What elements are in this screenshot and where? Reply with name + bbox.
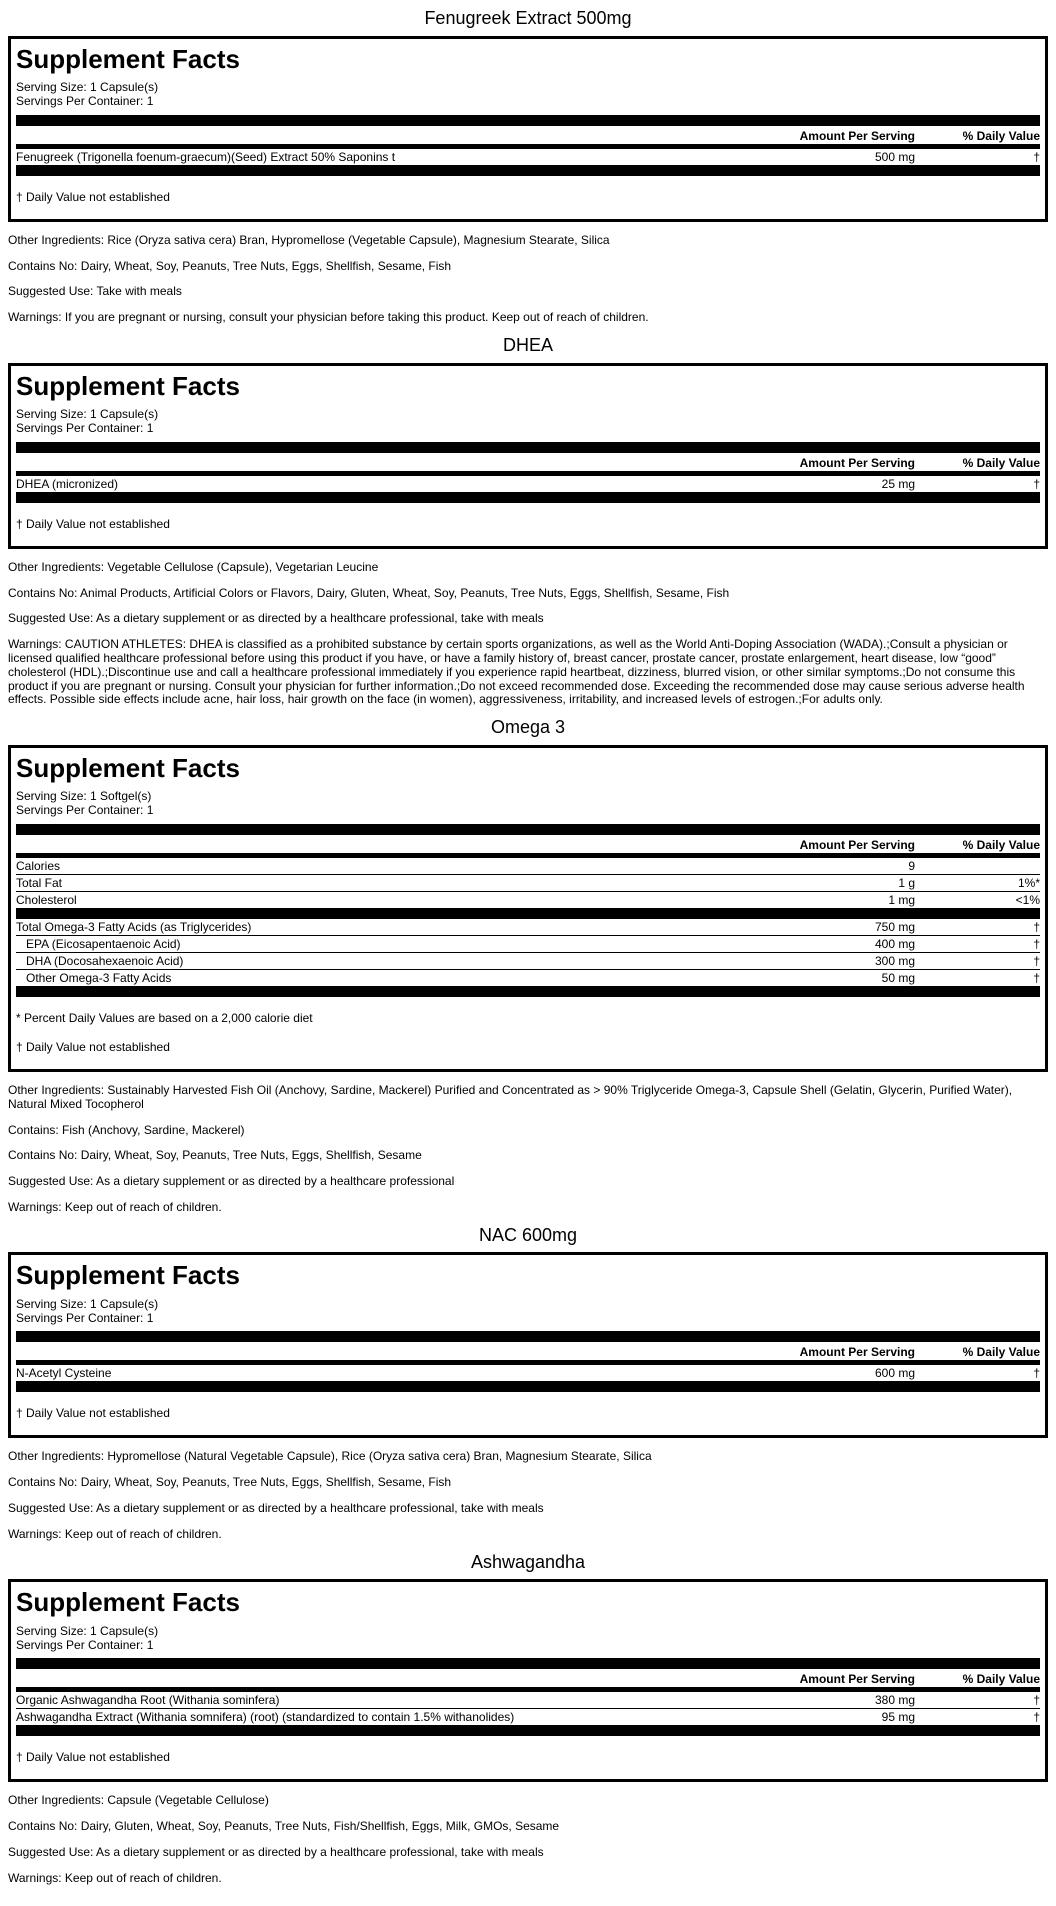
nutrient-amount: 1 mg bbox=[888, 892, 915, 907]
thick-divider bbox=[16, 824, 1040, 835]
nutrient-name: EPA (Eicosapentaenoic Acid) bbox=[26, 936, 181, 951]
facts-heading: Supplement Facts bbox=[16, 43, 240, 74]
facts-footnote: † Daily Value not established bbox=[16, 1406, 170, 1421]
product-info bbox=[8, 1794, 1048, 1885]
serving-size: Serving Size: 1 Capsule(s) bbox=[16, 407, 159, 422]
column-header-row bbox=[16, 1342, 1040, 1360]
info-line: Warnings: Keep out of reach of children. bbox=[8, 1526, 222, 1541]
facts-footnote: † Daily Value not established bbox=[16, 189, 170, 204]
thick-divider bbox=[16, 115, 1040, 126]
servings-per-container: Servings Per Container: 1 bbox=[16, 1637, 154, 1652]
column-header-daily-value: % Daily Value bbox=[962, 455, 1040, 470]
nutrient-row bbox=[16, 953, 1040, 970]
nutrient-daily-value: † bbox=[1033, 476, 1040, 491]
facts-heading: Supplement Facts bbox=[16, 1587, 240, 1618]
column-header-daily-value: % Daily Value bbox=[962, 837, 1040, 852]
group-divider bbox=[16, 165, 1040, 176]
column-header-amount: Amount Per Serving bbox=[799, 455, 915, 470]
nutrient-daily-value: † bbox=[1033, 970, 1040, 985]
nutrient-amount: 1 g bbox=[898, 875, 915, 890]
nutrient-name: Calories bbox=[16, 858, 61, 873]
column-header-row bbox=[16, 835, 1040, 853]
nutrient-daily-value: 1%* bbox=[1017, 875, 1040, 890]
product-title: NAC 600mg bbox=[478, 1224, 578, 1245]
column-header-row bbox=[16, 126, 1040, 144]
nutrient-amount: 400 mg bbox=[874, 936, 915, 951]
product-title: DHEA bbox=[502, 334, 553, 355]
product-title: Ashwagandha bbox=[470, 1551, 586, 1572]
nutrient-amount: 300 mg bbox=[874, 953, 915, 968]
nutrient-name: N-Acetyl Cysteine bbox=[16, 1366, 112, 1381]
info-line: Other Ingredients: Capsule (Vegetable Cellulose) bbox=[8, 1793, 269, 1808]
nutrient-amount: 750 mg bbox=[874, 919, 915, 934]
servings-per-container: Servings Per Container: 1 bbox=[16, 93, 154, 108]
nutrient-row bbox=[16, 875, 1040, 892]
product-title: Omega 3 bbox=[490, 717, 566, 738]
column-header-amount: Amount Per Serving bbox=[799, 1672, 915, 1687]
nutrient-daily-value: † bbox=[1033, 936, 1040, 951]
column-header-row bbox=[16, 1669, 1040, 1687]
facts-heading: Supplement Facts bbox=[16, 752, 240, 783]
product-section bbox=[8, 8, 1048, 325]
supplement-facts-panel bbox=[8, 36, 1048, 222]
nutrient-daily-value: † bbox=[1033, 953, 1040, 968]
info-line: Warnings: If you are pregnant or nursing, consult your physician before taking this product. Keep out of reach of children. bbox=[8, 310, 649, 325]
nutrient-daily-value: † bbox=[1033, 1710, 1040, 1725]
nutrient-daily-value: † bbox=[1033, 1366, 1040, 1381]
info-line: Warnings: Keep out of reach of children. bbox=[8, 1199, 222, 1214]
column-header-amount: Amount Per Serving bbox=[799, 1345, 915, 1360]
group-divider bbox=[16, 492, 1040, 503]
thick-divider bbox=[16, 1658, 1040, 1669]
supplement-facts-panel bbox=[8, 1579, 1048, 1782]
serving-size: Serving Size: 1 Softgel(s) bbox=[16, 789, 152, 804]
nutrient-daily-value: † bbox=[1033, 1693, 1040, 1708]
nutrient-amount: 9 bbox=[908, 858, 915, 873]
supplement-facts-panel bbox=[8, 363, 1048, 549]
info-line: Suggested Use: As a dietary supplement or as directed by a healthcare professional, take with meals bbox=[8, 1845, 544, 1860]
info-line: Contains No: Dairy, Wheat, Soy, Peanuts, Tree Nuts, Eggs, Shellfish, Sesame bbox=[8, 1148, 422, 1163]
nutrient-amount: 380 mg bbox=[874, 1693, 915, 1708]
servings-per-container: Servings Per Container: 1 bbox=[16, 420, 154, 435]
info-line: Suggested Use: As a dietary supplement or as directed by a healthcare professional, take with meals bbox=[8, 611, 544, 626]
facts-footnote: † Daily Value not established bbox=[16, 516, 170, 531]
info-line: Other Ingredients: Rice (Oryza sativa cera) Bran, Hypromellose (Vegetable Capsule), Magnesium Stearate, Silica bbox=[8, 232, 610, 247]
facts-footnote: † Daily Value not established bbox=[16, 1750, 170, 1765]
info-line: Warnings: Keep out of reach of children. bbox=[8, 1870, 222, 1885]
nutrient-row bbox=[16, 1709, 1040, 1725]
servings-per-container: Servings Per Container: 1 bbox=[16, 803, 154, 818]
serving-size: Serving Size: 1 Capsule(s) bbox=[16, 80, 159, 95]
info-line: Suggested Use: Take with meals bbox=[8, 284, 182, 299]
column-header-daily-value: % Daily Value bbox=[962, 1672, 1040, 1687]
nutrient-daily-value: † bbox=[1033, 149, 1040, 164]
nutrient-row bbox=[16, 1365, 1040, 1381]
info-line: Contains: Fish (Anchovy, Sardine, Mackerel) bbox=[8, 1122, 245, 1137]
info-line: Contains No: Animal Products, Artificial Colors or Flavors, Dairy, Gluten, Wheat, Soy, Peanuts, Tree Nuts, Eggs, Shellfish, Sesame, Fish bbox=[8, 585, 730, 600]
nutrient-name: Total Omega-3 Fatty Acids (as Triglycerides) bbox=[16, 919, 252, 934]
facts-footnote: † Daily Value not established bbox=[16, 1039, 170, 1054]
info-line: Other Ingredients: Vegetable Cellulose (Capsule), Vegetarian Leucine bbox=[8, 559, 379, 574]
supplement-facts-panel bbox=[8, 1252, 1048, 1438]
product-info bbox=[8, 1450, 1048, 1541]
thick-divider bbox=[16, 1331, 1040, 1342]
group-divider bbox=[16, 1381, 1040, 1392]
column-header-amount: Amount Per Serving bbox=[799, 837, 915, 852]
nutrient-amount: 500 mg bbox=[874, 149, 915, 164]
supplement-facts-panel bbox=[8, 745, 1048, 1072]
nutrient-name: DHA (Docosahexaenoic Acid) bbox=[26, 953, 184, 968]
nutrient-row bbox=[16, 892, 1040, 908]
product-title: Fenugreek Extract 500mg bbox=[424, 8, 632, 28]
nutrient-name: DHEA (micronized) bbox=[16, 476, 119, 491]
nutrient-name: Cholesterol bbox=[16, 892, 77, 907]
group-divider bbox=[16, 986, 1040, 997]
product-section bbox=[8, 1225, 1048, 1542]
facts-footnote: * Percent Daily Values are based on a 2,000 calorie diet bbox=[16, 1010, 313, 1025]
column-header-daily-value: % Daily Value bbox=[962, 1345, 1040, 1360]
product-section bbox=[8, 335, 1048, 707]
info-line: Suggested Use: As a dietary supplement or as directed by a healthcare professional bbox=[8, 1174, 455, 1189]
nutrient-name: Other Omega-3 Fatty Acids bbox=[26, 970, 172, 985]
nutrient-row bbox=[16, 970, 1040, 986]
group-divider bbox=[16, 1725, 1040, 1736]
product-info bbox=[8, 234, 1048, 325]
nutrient-name: Organic Ashwagandha Root (Withania sominfera) bbox=[16, 1693, 280, 1708]
product-section bbox=[8, 717, 1048, 1215]
product-info bbox=[8, 561, 1048, 707]
thick-divider bbox=[16, 442, 1040, 453]
column-header-amount: Amount Per Serving bbox=[799, 128, 915, 143]
nutrient-row bbox=[16, 936, 1040, 953]
servings-per-container: Servings Per Container: 1 bbox=[16, 1310, 154, 1325]
nutrient-amount: 50 mg bbox=[881, 970, 915, 985]
product-info bbox=[8, 1084, 1048, 1215]
group-divider bbox=[16, 908, 1040, 919]
info-line: Suggested Use: As a dietary supplement or as directed by a healthcare professional, take with meals bbox=[8, 1501, 544, 1516]
facts-heading: Supplement Facts bbox=[16, 1260, 240, 1291]
column-header-row bbox=[16, 453, 1040, 471]
info-line: Contains No: Dairy, Wheat, Soy, Peanuts, Tree Nuts, Eggs, Shellfish, Sesame, Fish bbox=[8, 1475, 452, 1490]
nutrient-name: Total Fat bbox=[16, 875, 63, 890]
info-line: Other Ingredients: Hypromellose (Natural Vegetable Capsule), Rice (Oryza sativa cera) Bran, Magnesium Stearate, Silica bbox=[8, 1449, 652, 1464]
nutrient-row bbox=[16, 149, 1040, 165]
info-line: Contains No: Dairy, Wheat, Soy, Peanuts, Tree Nuts, Eggs, Shellfish, Sesame, Fish bbox=[8, 258, 452, 273]
nutrient-amount: 95 mg bbox=[881, 1710, 915, 1725]
info-line: Contains No: Dairy, Gluten, Wheat, Soy, Peanuts, Tree Nuts, Fish/Shellfish, Eggs, Milk, GMOs, Sesame bbox=[8, 1819, 560, 1834]
nutrient-amount: 25 mg bbox=[881, 476, 915, 491]
nutrient-row bbox=[16, 476, 1040, 492]
nutrient-amount: 600 mg bbox=[874, 1366, 915, 1381]
info-line: Other Ingredients: Sustainably Harvested Fish Oil (Anchovy, Sardine, Mackerel) Purified and Concentrated as > 90% Triglyceride Omega-3, Capsule Shell (Gelatin, Glycerin, Purified Water), Natural Mixed Tocopherol bbox=[8, 1082, 1013, 1111]
serving-size: Serving Size: 1 Capsule(s) bbox=[16, 1296, 159, 1311]
nutrient-daily-value: † bbox=[1033, 919, 1040, 934]
facts-heading: Supplement Facts bbox=[16, 370, 240, 401]
nutrient-daily-value: <1% bbox=[1015, 892, 1040, 907]
nutrient-row bbox=[16, 919, 1040, 936]
serving-size: Serving Size: 1 Capsule(s) bbox=[16, 1623, 159, 1638]
info-line: Warnings: CAUTION ATHLETES: DHEA is classified as a prohibited substance by certain sports organizations, as well as the World Anti-Doping Association (WADA).;Consult a physician or licensed qualified healthcare professional before using this product if you have, or have a family history of, breast cancer, prostate cancer, prostate enlargement, heart disease, low “good” cholesterol (HDL).;Discontinue use and call a healthcare professional immediately if you experience rapid heartbeat, dizziness, blurred vision, or other similar symptoms.;Do not consume this product if you are pregnant or nursing. Consult your physician for further information.;Do not exceed recommended dose. Exceeding the recommended dose may cause serious adverse health effects. Possible side effects include acne, hair loss, hair growth on the face (in women), aggressiveness, irritability, and increased levels of estrogen.;For adults only. bbox=[8, 637, 1025, 707]
nutrient-row bbox=[16, 1692, 1040, 1709]
product-section bbox=[8, 1552, 1048, 1886]
nutrient-name: Ashwagandha Extract (Withania somnifera) (root) (standardized to contain 1.5% withanolides) bbox=[16, 1710, 515, 1725]
column-header-daily-value: % Daily Value bbox=[962, 128, 1040, 143]
nutrient-row bbox=[16, 858, 1040, 875]
nutrient-name: Fenugreek (Trigonella foenum-graecum)(Seed) Extract 50% Saponins t bbox=[16, 149, 396, 164]
